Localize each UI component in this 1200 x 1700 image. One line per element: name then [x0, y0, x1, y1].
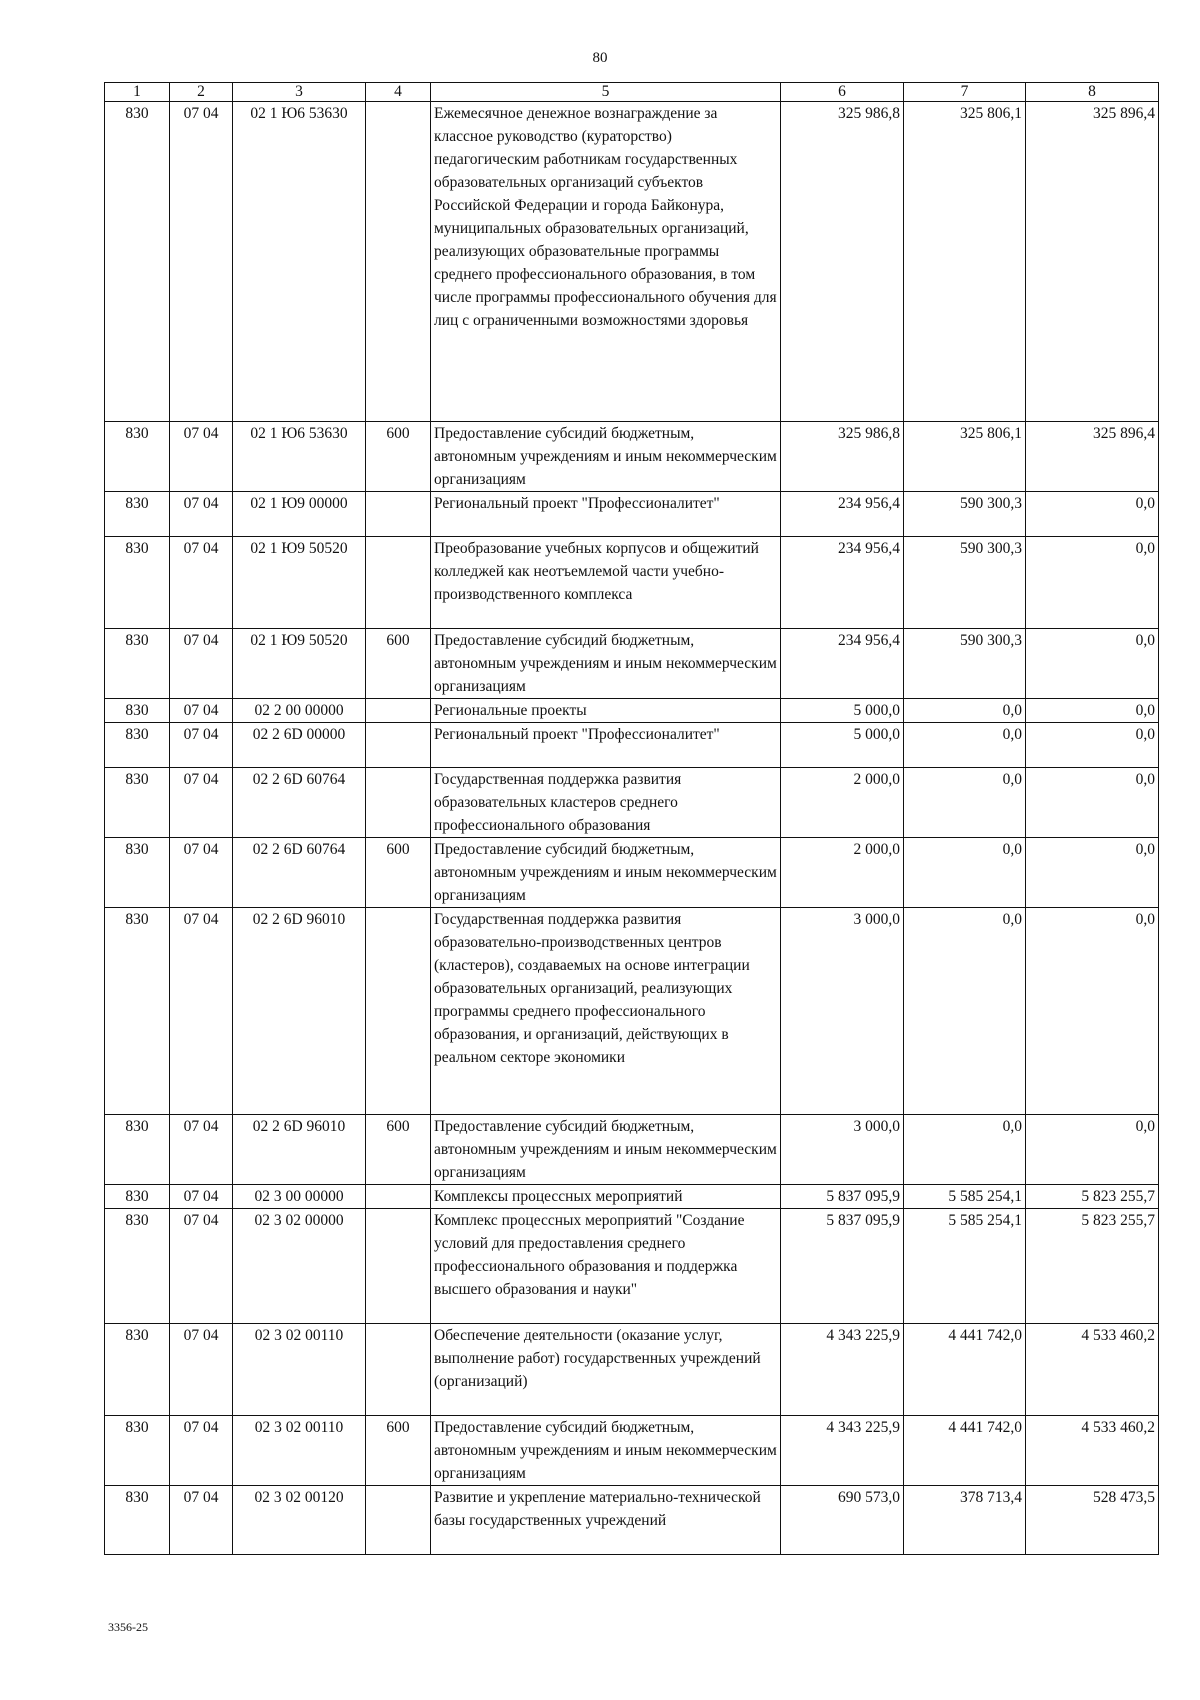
table-row [105, 1324, 1159, 1416]
cell-target-article: 02 2 6D 96010 [233, 908, 366, 1115]
cell-description: Развитие и укрепление материально-технической базы государственных учреждений [431, 1486, 781, 1555]
cell-amount-col7: 590 300,3 [904, 629, 1026, 699]
cell-target-article: 02 3 02 00000 [233, 1209, 366, 1324]
cell-description: Преобразование учебных корпусов и общежитий колледжей как неотъемлемой части учебно-производственного комплекса [431, 537, 781, 629]
table-row [105, 422, 1159, 492]
cell-section: 07 04 [170, 1486, 233, 1555]
cell-amount-col7: 4 441 742,0 [904, 1416, 1026, 1486]
cell-target-article: 02 3 00 00000 [233, 1185, 366, 1209]
cell-amount-col7: 0,0 [904, 768, 1026, 838]
cell-expense-type [366, 537, 431, 629]
table-row [105, 1115, 1159, 1185]
cell-amount-col8: 0,0 [1026, 838, 1159, 908]
cell-section: 07 04 [170, 102, 233, 422]
cell-expense-type: 600 [366, 1115, 431, 1185]
cell-amount-col6: 2 000,0 [781, 838, 904, 908]
cell-ministry: 830 [105, 537, 170, 629]
cell-ministry: 830 [105, 629, 170, 699]
cell-amount-col7: 325 806,1 [904, 422, 1026, 492]
cell-amount-col6: 234 956,4 [781, 492, 904, 537]
cell-amount-col8: 325 896,4 [1026, 102, 1159, 422]
cell-ministry: 830 [105, 1416, 170, 1486]
document-code: 3356-25 [108, 1620, 148, 1634]
cell-amount-col7: 0,0 [904, 723, 1026, 768]
cell-amount-col8: 0,0 [1026, 492, 1159, 537]
cell-amount-col6: 325 986,8 [781, 422, 904, 492]
cell-expense-type: 600 [366, 1416, 431, 1486]
cell-amount-col8: 0,0 [1026, 768, 1159, 838]
table-row [105, 768, 1159, 838]
cell-amount-col6: 5 000,0 [781, 699, 904, 723]
cell-amount-col8: 528 473,5 [1026, 1486, 1159, 1555]
header-col-5: 5 [431, 83, 781, 102]
cell-ministry: 830 [105, 699, 170, 723]
cell-description: Ежемесячное денежное вознаграждение за классное руководство (кураторство) педагогическим работникам государственных образовательных организаций субъектов Российской Федерации и города Байконура, муниципальных образовательных организаций, реализующих образовательные программы среднего профессионального образования, в том числе программы профессионального обучения для лиц с ограниченными возможностями здоровья [431, 102, 781, 422]
cell-section: 07 04 [170, 838, 233, 908]
cell-amount-col8: 4 533 460,2 [1026, 1416, 1159, 1486]
cell-expense-type [366, 699, 431, 723]
cell-amount-col6: 325 986,8 [781, 102, 904, 422]
cell-amount-col6: 5 837 095,9 [781, 1185, 904, 1209]
cell-ministry: 830 [105, 768, 170, 838]
cell-amount-col8: 4 533 460,2 [1026, 1324, 1159, 1416]
cell-section: 07 04 [170, 422, 233, 492]
cell-description: Региональный проект "Профессионалитет" [431, 492, 781, 537]
header-col-3: 3 [233, 83, 366, 102]
cell-expense-type [366, 492, 431, 537]
cell-section: 07 04 [170, 699, 233, 723]
cell-amount-col7: 0,0 [904, 1115, 1026, 1185]
header-col-4: 4 [366, 83, 431, 102]
cell-amount-col8: 5 823 255,7 [1026, 1209, 1159, 1324]
cell-amount-col7: 378 713,4 [904, 1486, 1026, 1555]
cell-description: Предоставление субсидий бюджетным, автономным учреждениям и иным некоммерческим организациям [431, 1416, 781, 1486]
cell-section: 07 04 [170, 723, 233, 768]
cell-amount-col8: 325 896,4 [1026, 422, 1159, 492]
cell-ministry: 830 [105, 1486, 170, 1555]
cell-ministry: 830 [105, 492, 170, 537]
table-row [105, 1185, 1159, 1209]
cell-description: Государственная поддержка развития образовательных кластеров среднего профессионального образования [431, 768, 781, 838]
cell-description: Региональный проект "Профессионалитет" [431, 723, 781, 768]
table-row [105, 838, 1159, 908]
cell-amount-col6: 4 343 225,9 [781, 1416, 904, 1486]
cell-amount-col7: 590 300,3 [904, 537, 1026, 629]
cell-amount-col7: 0,0 [904, 699, 1026, 723]
cell-description: Предоставление субсидий бюджетным, автономным учреждениям и иным некоммерческим организациям [431, 1115, 781, 1185]
cell-section: 07 04 [170, 1185, 233, 1209]
cell-expense-type [366, 768, 431, 838]
cell-description: Предоставление субсидий бюджетным, автономным учреждениям и иным некоммерческим организациям [431, 838, 781, 908]
table-row [105, 1209, 1159, 1324]
cell-section: 07 04 [170, 492, 233, 537]
cell-amount-col6: 2 000,0 [781, 768, 904, 838]
table-row [105, 629, 1159, 699]
cell-description: Обеспечение деятельности (оказание услуг, выполнение работ) государственных учреждений (организаций) [431, 1324, 781, 1416]
header-col-2: 2 [170, 83, 233, 102]
cell-expense-type [366, 723, 431, 768]
cell-expense-type [366, 1185, 431, 1209]
cell-amount-col6: 234 956,4 [781, 537, 904, 629]
table-row [105, 699, 1159, 723]
cell-target-article: 02 2 6D 60764 [233, 838, 366, 908]
cell-amount-col7: 325 806,1 [904, 102, 1026, 422]
header-col-7: 7 [904, 83, 1026, 102]
cell-amount-col7: 5 585 254,1 [904, 1185, 1026, 1209]
cell-amount-col7: 590 300,3 [904, 492, 1026, 537]
cell-expense-type: 600 [366, 422, 431, 492]
cell-expense-type [366, 908, 431, 1115]
cell-amount-col8: 0,0 [1026, 629, 1159, 699]
cell-section: 07 04 [170, 629, 233, 699]
cell-amount-col6: 5 000,0 [781, 723, 904, 768]
table-row [105, 723, 1159, 768]
cell-amount-col8: 0,0 [1026, 723, 1159, 768]
cell-target-article: 02 1 Ю6 53630 [233, 102, 366, 422]
cell-section: 07 04 [170, 908, 233, 1115]
cell-amount-col6: 234 956,4 [781, 629, 904, 699]
budget-table [104, 82, 1159, 1555]
table-row [105, 102, 1159, 422]
cell-expense-type: 600 [366, 838, 431, 908]
cell-target-article: 02 1 Ю9 50520 [233, 629, 366, 699]
table-row [105, 492, 1159, 537]
cell-description: Государственная поддержка развития образовательно-производственных центров (кластеров), создаваемых на основе интеграции образовательных организаций, реализующих программы среднего профессионального образования, и организаций, действующих в реальном секторе экономики [431, 908, 781, 1115]
page-number: 80 [592, 50, 608, 66]
cell-target-article: 02 2 6D 00000 [233, 723, 366, 768]
cell-description: Комплексы процессных мероприятий [431, 1185, 781, 1209]
cell-target-article: 02 1 Ю9 50520 [233, 537, 366, 629]
cell-target-article: 02 1 Ю6 53630 [233, 422, 366, 492]
cell-amount-col6: 3 000,0 [781, 908, 904, 1115]
cell-section: 07 04 [170, 537, 233, 629]
header-col-8: 8 [1026, 83, 1159, 102]
cell-section: 07 04 [170, 1324, 233, 1416]
cell-ministry: 830 [105, 422, 170, 492]
cell-section: 07 04 [170, 1209, 233, 1324]
cell-ministry: 830 [105, 723, 170, 768]
cell-expense-type [366, 1486, 431, 1555]
cell-expense-type [366, 1324, 431, 1416]
cell-ministry: 830 [105, 1185, 170, 1209]
cell-ministry: 830 [105, 838, 170, 908]
cell-amount-col8: 5 823 255,7 [1026, 1185, 1159, 1209]
cell-section: 07 04 [170, 768, 233, 838]
cell-description: Предоставление субсидий бюджетным, автономным учреждениям и иным некоммерческим организациям [431, 629, 781, 699]
cell-amount-col8: 0,0 [1026, 699, 1159, 723]
header-col-6: 6 [781, 83, 904, 102]
cell-amount-col7: 5 585 254,1 [904, 1209, 1026, 1324]
cell-description: Региональные проекты [431, 699, 781, 723]
cell-ministry: 830 [105, 1324, 170, 1416]
cell-expense-type: 600 [366, 629, 431, 699]
cell-amount-col8: 0,0 [1026, 908, 1159, 1115]
cell-expense-type [366, 102, 431, 422]
cell-target-article: 02 2 6D 96010 [233, 1115, 366, 1185]
cell-amount-col6: 4 343 225,9 [781, 1324, 904, 1416]
cell-amount-col7: 0,0 [904, 838, 1026, 908]
cell-amount-col8: 0,0 [1026, 1115, 1159, 1185]
cell-amount-col8: 0,0 [1026, 537, 1159, 629]
table-row [105, 1486, 1159, 1555]
table-row [105, 1416, 1159, 1486]
cell-amount-col7: 0,0 [904, 908, 1026, 1115]
cell-description: Комплекс процессных мероприятий "Создание условий для предоставления среднего профессионального образования и поддержка высшего образования и науки" [431, 1209, 781, 1324]
cell-ministry: 830 [105, 908, 170, 1115]
cell-target-article: 02 2 00 00000 [233, 699, 366, 723]
cell-amount-col6: 3 000,0 [781, 1115, 904, 1185]
cell-description: Предоставление субсидий бюджетным, автономным учреждениям и иным некоммерческим организациям [431, 422, 781, 492]
cell-target-article: 02 3 02 00110 [233, 1416, 366, 1486]
table-header-row [105, 83, 1159, 102]
cell-ministry: 830 [105, 1209, 170, 1324]
cell-target-article: 02 1 Ю9 00000 [233, 492, 366, 537]
table-row [105, 908, 1159, 1115]
cell-ministry: 830 [105, 102, 170, 422]
cell-amount-col6: 690 573,0 [781, 1486, 904, 1555]
header-col-1: 1 [105, 83, 170, 102]
table-row [105, 537, 1159, 629]
cell-target-article: 02 3 02 00120 [233, 1486, 366, 1555]
cell-section: 07 04 [170, 1416, 233, 1486]
cell-target-article: 02 3 02 00110 [233, 1324, 366, 1416]
cell-ministry: 830 [105, 1115, 170, 1185]
cell-target-article: 02 2 6D 60764 [233, 768, 366, 838]
cell-amount-col6: 5 837 095,9 [781, 1209, 904, 1324]
cell-expense-type [366, 1209, 431, 1324]
cell-amount-col7: 4 441 742,0 [904, 1324, 1026, 1416]
cell-section: 07 04 [170, 1115, 233, 1185]
